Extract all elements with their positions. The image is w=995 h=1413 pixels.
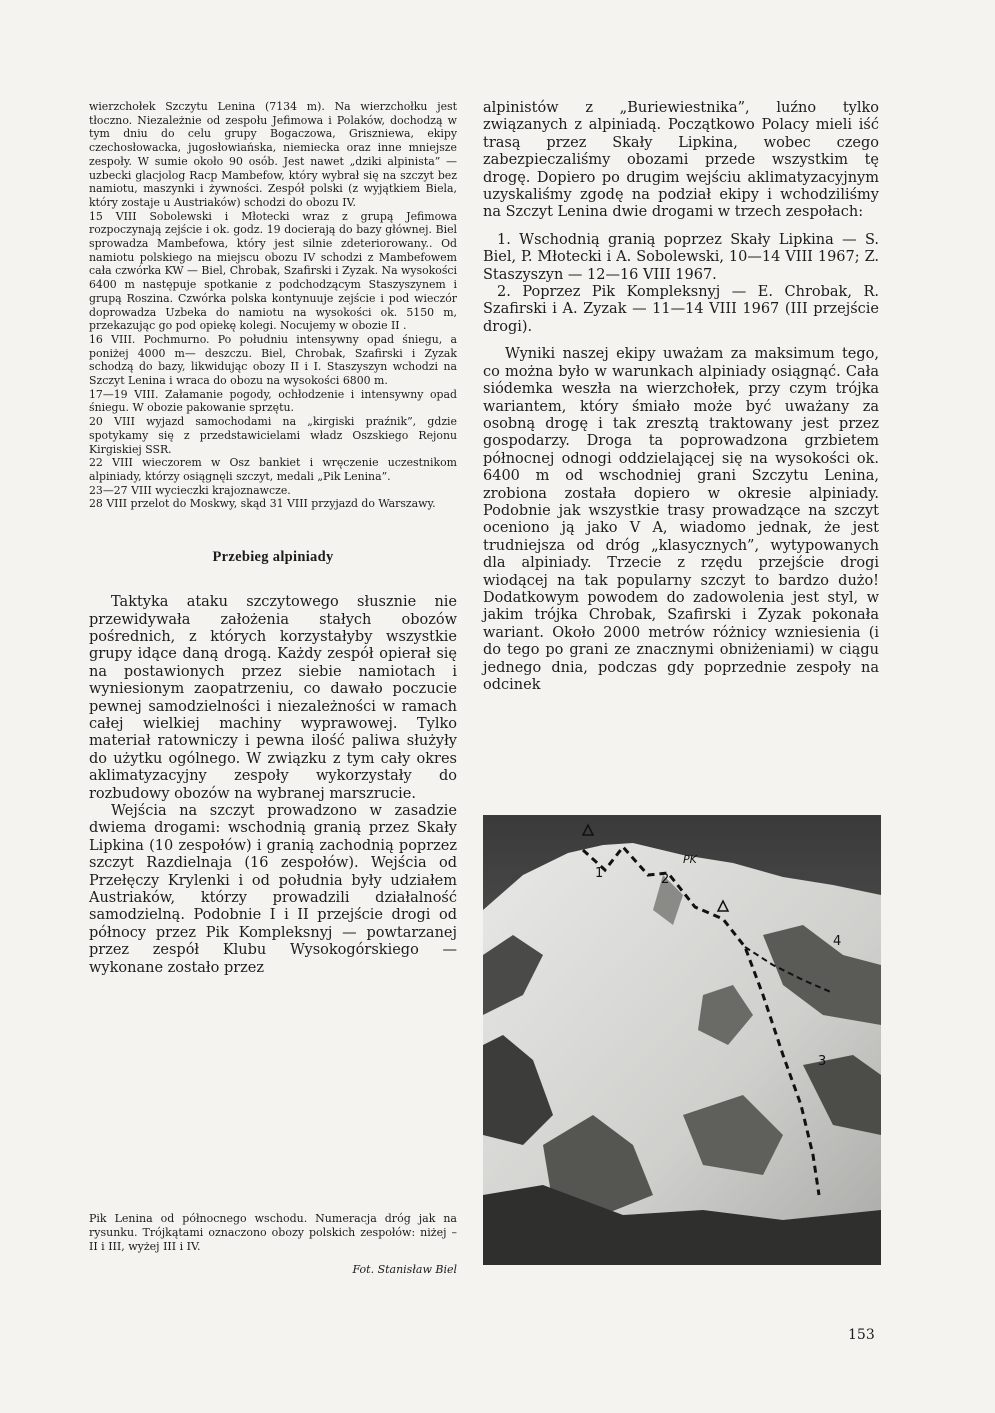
body-text-left: [89, 594, 457, 977]
paragraph: Taktyka ataku szczytowego słusznie nie przewidywała założenia stałych obozów pośrednich, z których korzystałyby wszystkie grupy idące daną drogą. Każdy zespół opierał się na postawionych przez siebie namiotach i wyniesionym zaopatrzeniu, co dawało poczucie pewnej samodzielności i niezależności w ramach całej wielkiej machiny wyprawowej. Tylko materiał ratowniczy i pewna ilość paliwa służyły do użytku ogólnego. W związku z tym cały okres aklimatyzacyjny zespoły wykorzystały do rozbudowy obozów na wybranej marszrucie.: [89, 594, 457, 802]
chronicle: [89, 100, 457, 511]
chronicle-entry: wierzchołek Szczytu Lenina (7134 m). Na wierzchołku jest tłoczno. Niezależnie od zespołu Jefimowa i Polaków, dochodzą w tym dniu do celu grupy Bogaczowa, Griszniewa, ekipy czechosłowacka, jugosłowiańska, niemiecka oraz inne mniejsze zespoły. W sumie około 90 osób. Jest nawet „dziki alpinista” — uzbecki glacjolog Racp Mambefow, który wybrał się na szczyt bez namiotu, maszynki i żywności. Zespół polski (z wyjątkiem Biela, który zostaje u Austriaków) schodzi do obozu IV.: [89, 100, 457, 209]
left-column: [89, 100, 457, 977]
route-item-2: 2. Poprzez Pik Kompleksnyj — E. Chrobak, R. Szafirski i A. Zyzak — 11—14 VIII 1967 (III przejście drogi).: [483, 284, 879, 335]
chronicle-entry: 20 VIII wyjazd samochodami na „kirgiski praźnik”, gdzie spotykamy się z przedstawicielami władz Oszskiego Rejonu Kirgiskiej SSR.: [89, 415, 457, 456]
chronicle-entry: 22 VIII wieczorem w Osz bankiet i wręczenie uczestnikom alpiniady, którzy osiągnęli szczyt, medali „Pik Lenina”.: [89, 456, 457, 483]
chronicle-entry: 16 VIII. Pochmurno. Po południu intensywny opad śniegu, a poniżej 4000 m— deszczu. Biel, Chrobak, Szafirski i Zyzak schodzą do bazy, likwidując obozy II i I. Staszyszyn wchodzi na Szczyt Lenina i wraca do obozu na wysokości 6800 m.: [89, 332, 457, 388]
page-number: 153: [848, 1327, 875, 1343]
label-route-4: 4: [833, 934, 842, 949]
mountain-photo: [483, 815, 881, 1265]
chronicle-entry: 28 VIII przelot do Moskwy, skąd 31 VIII przyjazd do Warszawy.: [89, 497, 436, 511]
chronicle-entry: 23—27 VIII wycieczki krajoznawcze.: [89, 483, 291, 497]
label-route-3: 3: [818, 1054, 827, 1069]
label-route-1: 1: [595, 866, 604, 881]
caption-text: Pik Lenina od północnego wschodu. Numeracja dróg jak na rysunku. Trójkątami oznaczono obozy polskich zespołów: niżej – II i III, wyżej III i IV.: [89, 1212, 457, 1253]
photo-credit: Fot. Stanisław Biel: [352, 1263, 457, 1277]
chronicle-entry: 17—19 VIII. Załamanie pogody, ochłodzenie i intensywny opad śniegu. W obozie pakowanie sprzętu.: [89, 387, 457, 415]
photo-caption: [89, 1212, 457, 1277]
chronicle-entry: 15 VIII Sobolewski i Młotecki wraz z grupą Jefimowa rozpoczynają zejście i ok. godz. 19 docierają do bazy głównej. Biel sprowadza Mambefowa, który jest silnie zdeteriorowany.. Od namiotu polskiego na miejscu obozu IV schodzi z Mambefowem cała czwórka KW — Biel, Chrobak, Szafirski i Zyzak. Na wysokości 6400 m następuje spotkanie z podchodzącym Staszyszynem i grupą Roszina. Czwórka polska kontynuuje zejście i pod wieczór doprowadza Uzbeka do namiotu na wysokości ok. 5150 m, przekazując go pod opiekę kolegi. Nocujemy w obozie II .: [89, 209, 457, 333]
label-route-2: 2: [661, 872, 670, 887]
section-heading: Przebieg alpiniady: [212, 549, 334, 566]
route-item-1: 1. Wschodnią granią poprzez Skały Lipkina — S. Biel, P. Młotecki i A. Sobolewski, 10—14 VIII 1967; Z. Staszyszyn — 12—16 VIII 1967.: [483, 231, 879, 283]
paragraph: Wejścia na szczyt prowadzono w zasadzie dwiema drogami: wschodnią granią przez Skały Lipkina (10 zespołów) i granią zachodnią poprzez szczyt Razdielnaja (16 zespołów). Wejścia od Przełęczy Krylenki i od południa były udziałem Austriaków, którzy prowadzili działalność samodzielną. Podobnie I i II przejście drogi od północy przez Pik Kompleksnyj — powtarzanej przez zespół Klubu Wysokogórskiego — wykonane zostało przez: [89, 802, 457, 976]
paragraph: Wyniki naszej ekipy uważam za maksimum tego, co można było w warunkach alpiniady osiągnąć. Cała siódemka weszła na wierzchołek, przy czym trójka wariantem, który śmiało może być uważany za osobną drogę i tak zresztą traktowany jest przez gospodarzy. Droga ta poprowadzona grzbietem północnej odnogi oddzielającej się na wysokości ok. 6400 m od wschodniej grani Szczytu Lenina, zrobiona została dopiero w okresie alpiniady. Podobnie jak wszystkie trasy prowadzące na szczyt oceniono ją jako V A, wiadomo jednak, że jest trudniejsza od dróg „klasycznych”, wytypowanych dla alpiniady. Trzecie z rzędu przejście drogi wiodącej na tak popularny szczyt to bardzo dużo! Dodatkowym powodem do zadowolenia jest styl, w jakim trójka Chrobak, Szafirski i Zyzak pokonała wariant. Około 2000 metrów różnicy wzniesienia (i do tego po grani ze znacznymi obniżeniami) w ciągu jednego dnia, podczas gdy poprzednie zespoły na odcinek: [483, 346, 879, 693]
paragraph: alpinistów z „Buriewiestnika”, luźno tylko związanych z alpiniadą. Początkowo Polacy mieli iść trasą przez Skały Lipkina, wobec czego zabezpieczaliśmy obozami przede wszystkim tę drogę. Dopiero po drugim wejściu aklimatyzacyjnym uzyskaliśmy zgodę na podział ekipy i wchodziliśmy na Szczyt Lenina dwie drogami w trzech zespołach:: [483, 100, 879, 221]
right-column: [483, 100, 879, 694]
label-pk: PK: [683, 853, 697, 866]
